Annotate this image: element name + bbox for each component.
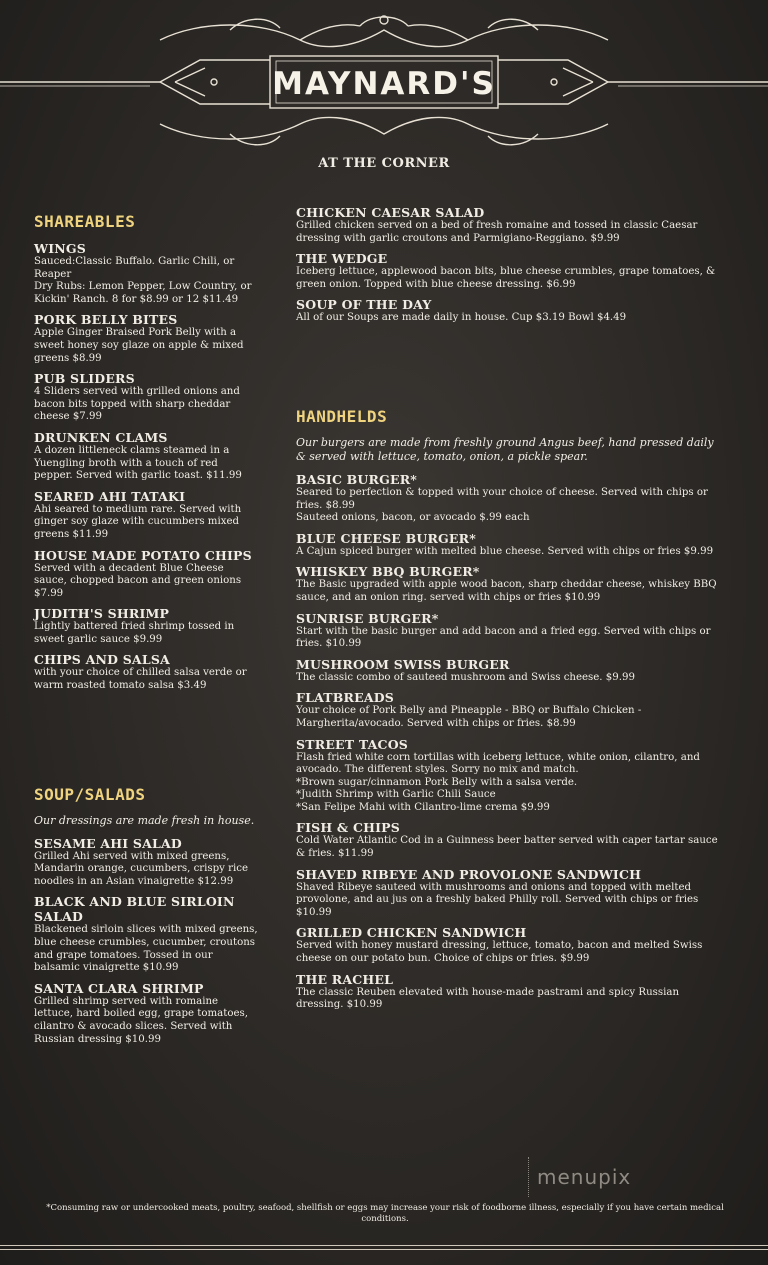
left-column: [34, 212, 259, 1052]
salads-note: Our dressings are made fresh in house.: [34, 813, 255, 827]
item-desc: A Cajun spiced burger with melted blue cheese. Served with chips or fries $9.99: [296, 545, 714, 557]
item-desc: Ahi seared to medium rare. Served with ginger soy glaze with cucumbers mixed greens $11.99: [34, 503, 242, 540]
menu-item: [296, 820, 726, 860]
section-title-soup-salads: SOUP/SALADS: [34, 784, 146, 804]
bottom-border-line-inner: [0, 1249, 768, 1250]
item-desc: Start with the basic burger and add bacon and a fried egg. Served with chips or fries. $10.99: [296, 625, 711, 650]
menu-item: [296, 657, 726, 685]
item-name: STREET TACOS: [296, 736, 409, 752]
menu-item: [34, 489, 259, 542]
item-desc: All of our Soups are made daily in house. Cup $3.19 Bowl $4.49: [296, 312, 627, 324]
handhelds-note: Our burgers are made from freshly ground Angus beef, hand pressed daily & served with lettuce, tomato, onion, a pickle spear.: [296, 435, 714, 463]
item-desc: Sauced:Classic Buffalo. Garlic Chili, or Reaper Dry Rubs: Lemon Pepper, Low Country, or Kickin' Ranch. 8 for $8.99 or 12 $11.49: [34, 256, 252, 305]
item-name: WINGS: [34, 241, 87, 256]
item-name: BLACK AND BLUE SIRLOIN SALAD: [34, 894, 235, 925]
menu-item: [296, 564, 726, 604]
item-name: PORK BELLY BITES: [34, 312, 178, 328]
item-desc: Your choice of Pork Belly and Pineapple - BBQ or Buffalo Chicken - Margherita/avocado. Served with chips or fries. $8.99: [296, 705, 642, 729]
menu-item: [296, 867, 726, 920]
item-desc: Served with honey mustard dressing, lettuce, tomato, bacon and melted Swiss cheese on our potato bun. Choice of chips or fries. $9.99: [296, 940, 703, 965]
item-name: THE RACHEL: [296, 971, 394, 987]
menu-header: [0, 0, 768, 180]
menu-item: [296, 925, 726, 965]
salads-list: [34, 836, 259, 1047]
item-name: SESAME AHI SALAD: [34, 835, 182, 851]
menu-item: [34, 430, 259, 483]
menu-item: [34, 241, 259, 306]
item-name: SUNRISE BURGER*: [296, 610, 439, 626]
menu-item: [296, 737, 726, 815]
menu-item: [34, 894, 259, 974]
menu-item: [34, 548, 259, 601]
item-name: BLUE CHEESE BURGER*: [296, 530, 476, 546]
shareables-list: [34, 241, 259, 693]
item-desc: 4 Sliders served with grilled onions and bacon bits topped with sharp cheddar cheese $7.99: [34, 386, 240, 423]
item-name: CHIPS AND SALSA: [34, 652, 170, 668]
item-name: JUDITH'S SHRIMP: [34, 606, 170, 622]
item-desc: Grilled shrimp served with romaine lettuce, hard boiled egg, grape tomatoes, cilantro & avocado slices. Served with Russian dressing $10.99: [34, 995, 248, 1045]
item-desc: with your choice of chilled salsa verde or warm roasted tomato salsa $3.49: [34, 667, 247, 692]
item-name: GRILLED CHICKEN SANDWICH: [296, 925, 527, 941]
item-name: SANTA CLARA SHRIMP: [34, 980, 204, 996]
item-desc: Served with a decadent Blue Cheese sauce, chopped bacon and green onions $7.99: [34, 562, 242, 599]
item-desc: Shaved Ribeye sauteed with mushrooms and onions and topped with melted provolone, and au jus on a freshly baked Philly roll. Served with chips or fries $10.99: [296, 881, 699, 918]
menu-item: [34, 652, 259, 692]
item-name: CHICKEN CAESAR SALAD: [296, 205, 485, 220]
menu-item: [34, 836, 259, 889]
salads-continued-list: [296, 205, 726, 325]
menu-item: [34, 981, 259, 1046]
menupix-watermark: menupix: [528, 1157, 687, 1197]
item-name: PUB SLIDERS: [34, 371, 135, 387]
item-name: DRUNKEN CLAMS: [34, 429, 168, 445]
item-desc: Lightly battered fried shrimp tossed in sweet garlic sauce $9.99: [34, 621, 235, 645]
right-column: [296, 205, 726, 1018]
menu-item: [296, 531, 726, 559]
item-name: FISH & CHIPS: [296, 820, 400, 836]
menu-item: [34, 312, 259, 365]
menu-item: [34, 606, 259, 646]
bottom-border-line: [0, 1245, 768, 1246]
menu-item: [296, 690, 726, 730]
item-desc: Seared to perfection & topped with your choice of cheese. Served with chips or fries. $8.99 Sauteed onions, bacon, or avocado $.99 each: [296, 486, 708, 524]
menu-item: [296, 611, 726, 651]
item-desc: Cold Water Atlantic Cod in a Guinness beer batter served with caper tartar sauce & fries. $11.99: [296, 835, 718, 860]
handhelds-list: [296, 472, 726, 1012]
item-desc: A dozen littleneck clams steamed in a Yuengling broth with a touch of red pepper. Served with garlic toast. $11.99: [34, 444, 242, 482]
item-desc: Blackened sirloin slices with mixed greens, blue cheese crumbles, cucumber, croutons and grape tomatoes. Tossed in our balsamic vinaigrette $10.99: [34, 924, 258, 974]
menu-item: [34, 371, 259, 424]
item-name: SEARED AHI TATAKI: [34, 488, 186, 504]
menu-item: [296, 297, 726, 325]
item-name: MUSHROOM SWISS BURGER: [296, 656, 510, 672]
item-desc: Grilled chicken served on a bed of fresh romaine and tossed in classic Caesar dressing with garlic croutons and Parmigiano-Reggiano. $9.99: [296, 220, 698, 244]
menu-item: [296, 205, 726, 245]
item-name: BASIC BURGER*: [296, 471, 418, 487]
item-name: THE WEDGE: [296, 251, 388, 267]
restaurant-subtitle: AT THE CORNER: [318, 156, 450, 171]
item-desc: Iceberg lettuce, applewood bacon bits, blue cheese crumbles, grape tomatoes, & green onion. Topped with blue cheese dressing. $6.99: [296, 266, 716, 290]
menu-item: [296, 972, 726, 1012]
section-title-handhelds: HANDHELDS: [296, 406, 388, 426]
item-name: SHAVED RIBEYE AND PROVOLONE SANDWICH: [296, 866, 642, 882]
item-name: WHISKEY BBQ BURGER*: [296, 564, 480, 580]
item-name: SOUP OF THE DAY: [296, 297, 432, 313]
restaurant-title: MAYNARD'S: [272, 66, 496, 102]
item-desc: The Basic upgraded with apple wood bacon, sharp cheddar cheese, whiskey BBQ sauce, and an onion ring. served with chips or fries $10.99: [296, 579, 717, 603]
item-desc: Grilled Ahi served with mixed greens, Mandarin orange, cucumbers, crispy rice noodles in an Asian vinaigrette $12.99: [34, 850, 249, 887]
item-desc: Flash fried white corn tortillas with iceberg lettuce, white onion, cilantro, and avocado. The different styles. Sorry no mix and match. *Brown sugar/cinnamon Pork Belly with a salsa verde. *Judith Shrimp with Garlic Chili Sauce *San Felipe Mahi with Cilantro-lime crema $9.99: [296, 751, 700, 813]
item-desc: The classic Reuben elevated with house-made pastrami and spicy Russian dressing. $10.99: [296, 986, 680, 1011]
item-desc: The classic combo of sauteed mushroom and Swiss cheese. $9.99: [296, 671, 635, 683]
menu-item: [296, 472, 726, 525]
item-name: HOUSE MADE POTATO CHIPS: [34, 547, 252, 563]
food-safety-disclaimer: *Consuming raw or undercooked meats, poultry, seafood, shellfish or eggs may increase your risk of foodborne illness, especially if you have certain medical conditions.: [46, 1203, 724, 1224]
item-name: FLATBREADS: [296, 690, 395, 706]
item-desc: Apple Ginger Braised Pork Belly with a sweet honey soy glaze on apple & mixed greens $8.99: [34, 327, 244, 364]
menu-item: [296, 251, 726, 291]
section-title-shareables: SHAREABLES: [34, 212, 136, 231]
